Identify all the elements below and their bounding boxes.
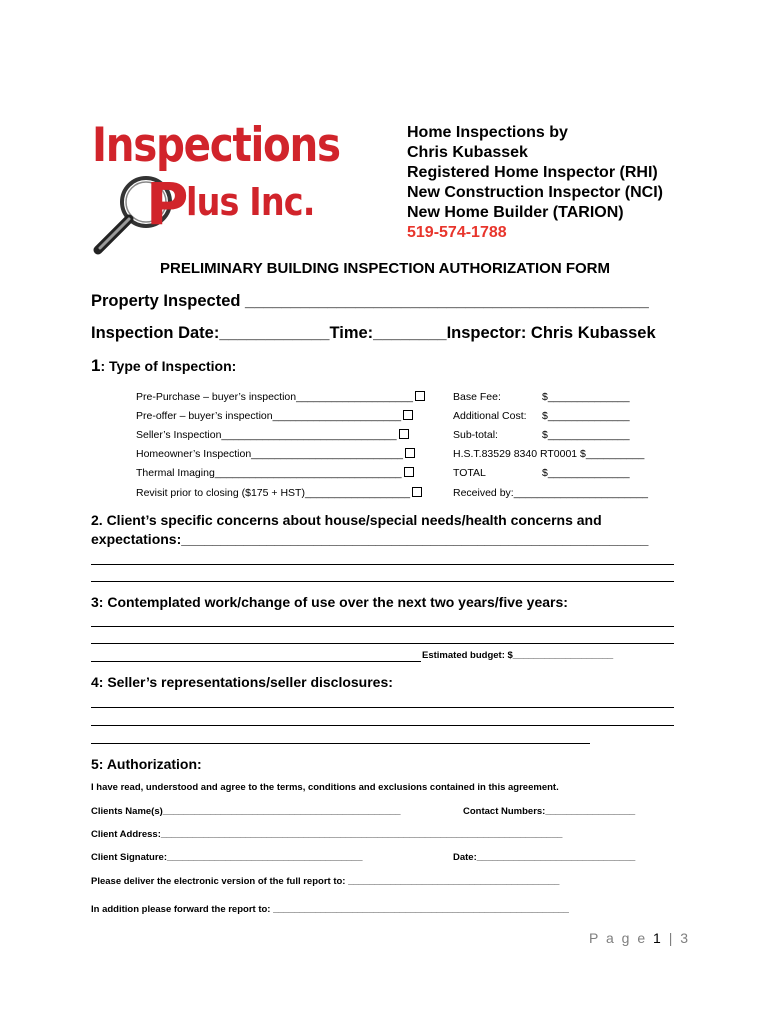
inspection-type-row <box>136 467 414 479</box>
page-number <box>589 930 690 946</box>
inspection-type-row <box>136 410 413 422</box>
fee-label: Sub-total: <box>453 429 498 441</box>
inspection-type-row <box>136 448 415 460</box>
checkbox-icon[interactable] <box>404 467 414 477</box>
blank-line[interactable] <box>91 643 674 644</box>
hst-field[interactable]: H.S.T.83529 8340 RT0001 $__________ <box>453 448 645 460</box>
section2-expectations-field[interactable]: expectations:____________________________________________________________ <box>91 531 649 547</box>
checkbox-icon[interactable] <box>403 410 413 420</box>
blank-line[interactable] <box>91 581 674 582</box>
deliver-report-field[interactable]: Please deliver the electronic version of the full report to: ________________________________________ <box>91 876 560 887</box>
section5-heading: 5: Authorization: <box>91 756 202 772</box>
fee-value-field[interactable]: $______________ <box>542 467 630 479</box>
inspection-type-label: Seller’s Inspection______________________________ <box>136 429 397 441</box>
inspection-type-row <box>136 487 422 499</box>
logo-text-p: P <box>146 170 189 238</box>
fee-value-field[interactable]: $______________ <box>542 391 630 403</box>
header-line: New Construction Inspector (NCI) <box>407 184 664 201</box>
section-label: : Type of Inspection: <box>100 358 237 374</box>
fee-label: Additional Cost: <box>453 410 527 422</box>
clients-name-field[interactable]: Clients Name(s)_____________________________________________ <box>91 806 401 817</box>
checkbox-icon[interactable] <box>399 429 409 439</box>
blank-line[interactable] <box>91 626 674 627</box>
section1-heading <box>91 356 236 376</box>
inspection-type-label: Pre-offer – buyer’s inspection______________________ <box>136 410 402 422</box>
estimated-budget-field[interactable]: Estimated budget: $___________________ <box>422 650 614 661</box>
header-line: Registered Home Inspector (RHI) <box>407 164 658 181</box>
inspection-type-row <box>136 391 425 403</box>
header-phone: 519-574-1788 <box>407 224 507 241</box>
inspection-type-row <box>136 429 409 441</box>
fee-value-field[interactable]: $______________ <box>542 410 630 422</box>
form-title: PRELIMINARY BUILDING INSPECTION AUTHORIZATION FORM <box>160 260 610 277</box>
inspection-type-label: Revisit prior to closing ($175 + HST)__________________ <box>136 487 411 499</box>
inspection-type-label: Pre-Purchase – buyer’s inspection____________________ <box>136 391 413 403</box>
received-by-field[interactable]: Received by:_______________________ <box>453 487 649 499</box>
client-signature-field[interactable]: Client Signature:_____________________________________ <box>91 852 363 863</box>
fee-label: Base Fee: <box>453 391 501 403</box>
contact-numbers-field[interactable]: Contact Numbers:_________________ <box>463 806 636 817</box>
section3-heading: 3: Contemplated work/change of use over the next two years/five years: <box>91 594 568 610</box>
section-number: 1 <box>91 356 101 375</box>
forward-report-field[interactable]: In addition please forward the report to: ________________________________________________________ <box>91 904 569 915</box>
client-address-field[interactable]: Client Address:____________________________________________________________________________ <box>91 829 563 840</box>
header-line: Chris Kubassek <box>407 144 528 161</box>
inspection-type-label: Homeowner’s Inspection__________________________ <box>136 448 404 460</box>
logo-text-plus-inc: lus Inc. <box>186 180 315 224</box>
checkbox-icon[interactable] <box>412 487 422 497</box>
date-field[interactable]: Date:______________________________ <box>453 852 636 863</box>
checkbox-icon[interactable] <box>415 391 425 401</box>
blank-line[interactable] <box>91 707 674 708</box>
fee-label: TOTAL <box>453 467 486 479</box>
agreement-text: I have read, understood and agree to the terms, conditions and exclusions contained in this agreement. <box>91 782 559 793</box>
logo-text-inspections: Inspections <box>92 118 340 173</box>
blank-line[interactable] <box>91 564 674 565</box>
blank-line[interactable] <box>91 743 590 744</box>
inspection-type-label: Thermal Imaging________________________________ <box>136 467 402 479</box>
section4-heading: 4: Seller’s representations/seller disclosures: <box>91 674 393 690</box>
blank-line[interactable] <box>91 725 674 726</box>
inspection-date-time-line[interactable]: Inspection Date:____________Time:________Inspector: Chris Kubassek <box>91 324 656 342</box>
blank-line[interactable] <box>91 661 421 662</box>
header-line: Home Inspections by <box>407 124 568 141</box>
header-line: New Home Builder (TARION) <box>407 204 624 221</box>
section2-heading: 2. Client’s specific concerns about house/special needs/health concerns and <box>91 512 602 528</box>
page-prefix: P a g e <box>589 930 654 946</box>
fee-value-field[interactable]: $______________ <box>542 429 630 441</box>
checkbox-icon[interactable] <box>405 448 415 458</box>
page-suffix: | 3 <box>662 930 691 946</box>
property-inspected-field[interactable]: Property Inspected ____________________________________________ <box>91 292 649 310</box>
current-page: 1 <box>653 930 663 946</box>
